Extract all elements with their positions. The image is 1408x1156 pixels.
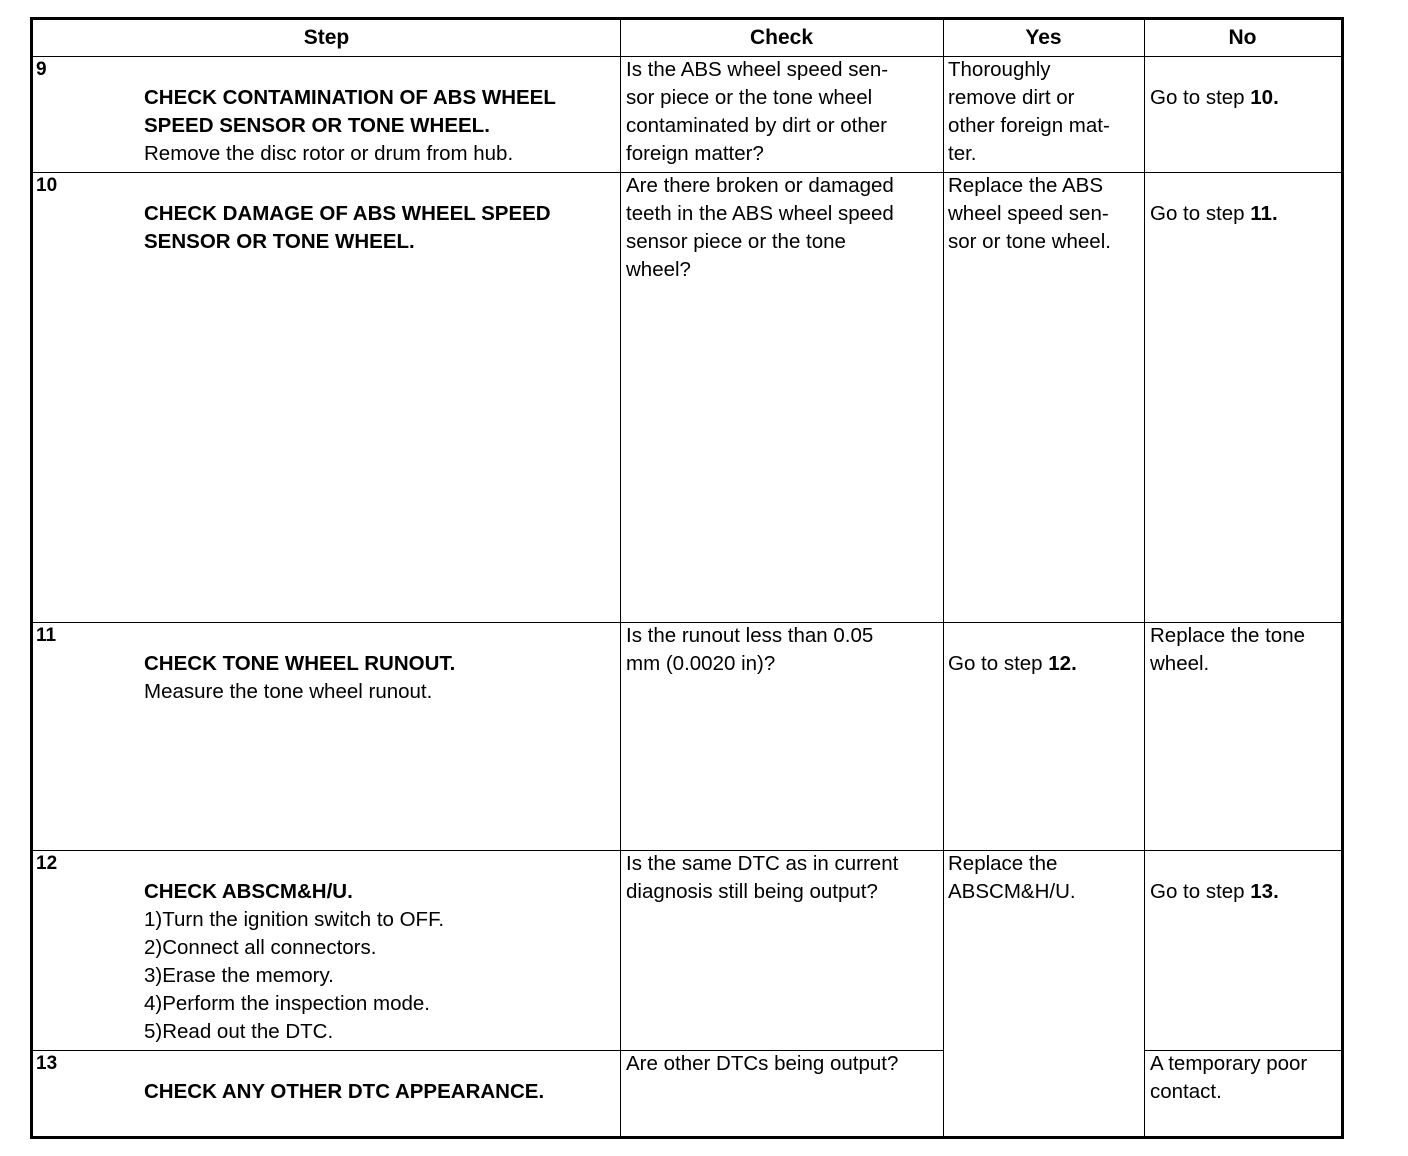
step-number: 10 xyxy=(36,175,58,196)
step-title: CHECK ANY OTHER DTC APPEARANCE. xyxy=(144,1080,545,1103)
step-title: CHECK CONTAMINATION OF ABS WHEEL SPEED SENSOR OR TONE WHEEL. xyxy=(144,86,556,137)
no-step-ref: 11. xyxy=(1250,202,1278,225)
yes-step-ref: 12. xyxy=(1048,652,1077,675)
step-detail: Remove the disc rotor or drum from hub. xyxy=(144,142,514,165)
no-prefix: Go to step xyxy=(1150,202,1251,225)
no-step-ref: 10. xyxy=(1250,86,1279,109)
step-number: 12 xyxy=(36,853,58,874)
column-divider-check-yes xyxy=(943,20,944,1136)
check-cell: Is the ABS wheel speed sen- sor piece or the tone wheel contaminated by dirt or other foreign matter? xyxy=(626,58,889,165)
no-step-ref: 13. xyxy=(1250,880,1279,903)
header-step: Step xyxy=(303,26,350,49)
header-no: No xyxy=(1228,26,1257,49)
header-check: Check xyxy=(749,26,814,49)
check-cell: Are other DTCs being output? xyxy=(626,1052,899,1075)
yes-cell xyxy=(948,622,1140,678)
no-prefix: Go to step xyxy=(1150,86,1251,109)
column-divider-yes-no xyxy=(1144,20,1145,1136)
yes-cell: Replace the ABSCM&H/U. xyxy=(948,852,1076,903)
step-title: CHECK ABSCM&H/U. xyxy=(144,880,353,903)
no-cell xyxy=(1150,172,1336,228)
check-cell: Is the same DTC as in current diagnosis still being output? xyxy=(626,852,899,903)
step-title: CHECK DAMAGE OF ABS WHEEL SPEED SENSOR OR TONE WHEEL. xyxy=(144,202,551,253)
step-cell xyxy=(144,56,614,168)
yes-prefix: Go to step xyxy=(948,652,1049,675)
step-cell xyxy=(144,172,614,256)
step-number: 9 xyxy=(36,59,47,80)
step-number: 13 xyxy=(36,1053,58,1074)
step-title: CHECK TONE WHEEL RUNOUT. xyxy=(144,652,456,675)
step-detail: 1)Turn the ignition switch to OFF. 2)Connect all connectors. 3)Erase the memory. 4)Perform the inspection mode. 5)Read out the DTC. xyxy=(144,908,445,1043)
no-cell: Replace the tone wheel. xyxy=(1150,624,1306,675)
step-number: 11 xyxy=(36,625,57,646)
column-divider-step-check xyxy=(620,20,621,1136)
diagnostic-table xyxy=(30,17,1344,1139)
yes-cell: Replace the ABS wheel speed sen- sor or tone wheel. xyxy=(948,174,1111,253)
no-cell: A temporary poor contact. xyxy=(1150,1052,1308,1103)
check-cell: Is the runout less than 0.05 mm (0.0020 in)? xyxy=(626,624,874,675)
step-cell xyxy=(144,622,614,706)
yes-cell: Thoroughly remove dirt or other foreign mat- ter. xyxy=(948,58,1110,165)
no-prefix: Go to step xyxy=(1150,880,1251,903)
no-cell xyxy=(1150,56,1336,112)
step-cell xyxy=(144,850,614,1046)
step-cell xyxy=(144,1050,614,1106)
header-yes: Yes xyxy=(1025,26,1062,49)
step-detail: Measure the tone wheel runout. xyxy=(144,680,433,703)
no-cell xyxy=(1150,850,1336,906)
check-cell: Are there broken or damaged teeth in the ABS wheel speed sensor piece or the tone wheel? xyxy=(626,174,894,281)
